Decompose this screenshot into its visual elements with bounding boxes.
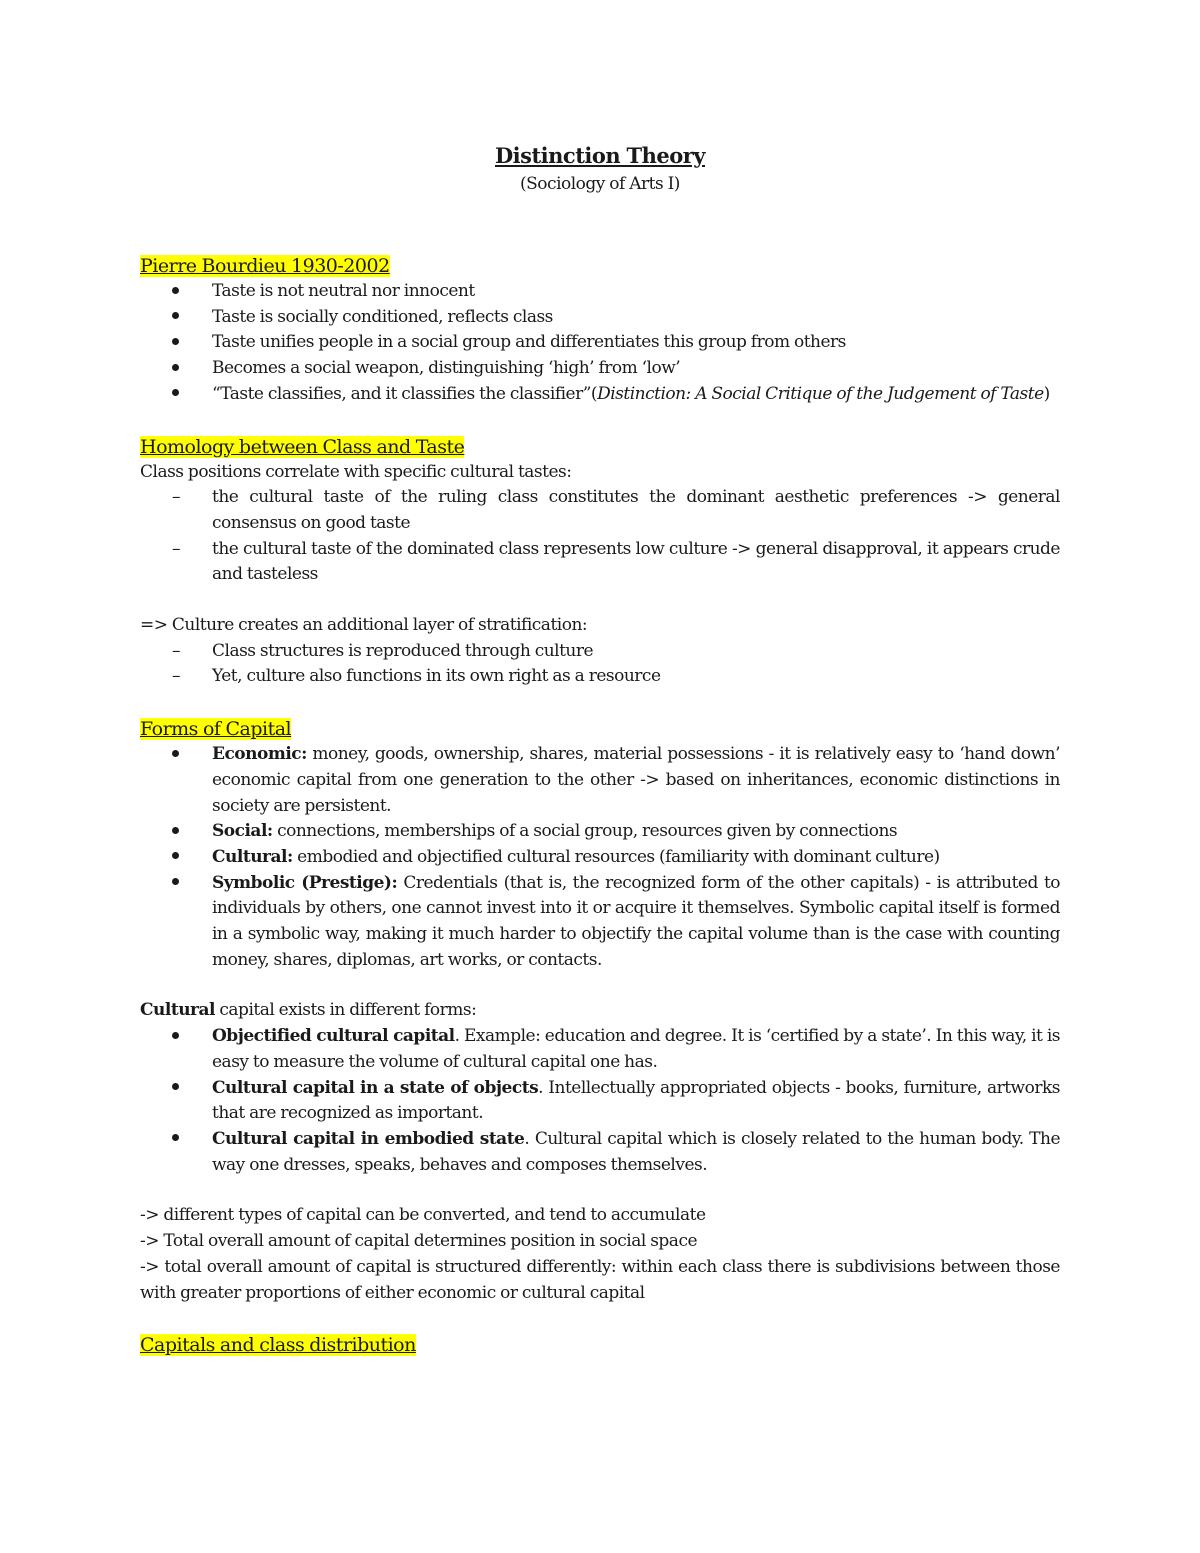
list-item: – Yet, culture also functions in its own right as a resource bbox=[140, 664, 1060, 690]
list-item: – the cultural taste of the dominated class represents low culture -> general disapproval, it appears crude and tasteless bbox=[172, 538, 1060, 585]
dash-icon: – bbox=[172, 487, 180, 508]
bullet-icon bbox=[172, 742, 192, 768]
list-item: Symbolic (Prestige): Credentials (that is, the recognized form of the other capitals) - is attributed to individuals by others, one cannot invest into it or acquire it themselves. Symbolic capital itself is formed in a symbolic way, making it much harder to objectify the capital volume than is the case with counting money, shares, diplomas, art works, or contacts. bbox=[140, 871, 1060, 974]
bullet-icon bbox=[172, 1024, 192, 1050]
heading-bourdieu: Pierre Bourdieu 1930-2002 bbox=[140, 255, 390, 277]
bullet-icon bbox=[172, 279, 192, 305]
document-body bbox=[140, 140, 1060, 1358]
list-item: Taste is socially conditioned, reflects class bbox=[140, 305, 1060, 331]
bullet-icon bbox=[172, 1127, 192, 1153]
capital-note: -> different types of capital can be converted, and tend to accumulate bbox=[140, 1205, 706, 1226]
bullet-icon bbox=[172, 1076, 192, 1102]
list-item: Cultural capital in a state of objects. Intellectually appropriated objects - books, furniture, artworks that are recognized as important. bbox=[140, 1076, 1060, 1127]
bullet-icon bbox=[172, 356, 192, 382]
quote-text: “Taste classifies, and it classifies the classifier”( bbox=[212, 383, 598, 404]
bullet-icon bbox=[172, 330, 192, 356]
list-item: Taste is not neutral nor innocent bbox=[140, 279, 1060, 305]
bullet-icon bbox=[172, 871, 192, 897]
heading-forms-of-capital: Forms of Capital bbox=[140, 718, 292, 741]
list-item: Taste unifies people in a social group and differentiates this group from others bbox=[140, 330, 1060, 356]
list-item: Social: connections, memberships of a social group, resources given by connections bbox=[140, 819, 1060, 845]
list-item: Objectified cultural capital. Example: education and degree. It is ‘certified by a state’. In this way, it is easy to measure the volume of cultural capital one has. bbox=[140, 1024, 1060, 1075]
cultural-capital-intro: Cultural capital exists in different forms: bbox=[140, 1000, 477, 1021]
title-block bbox=[140, 141, 1060, 197]
document-subtitle: (Sociology of Arts I) bbox=[520, 174, 680, 194]
list-item: Economic: money, goods, ownership, shares, material possessions - it is relatively easy to ‘hand down’ economic capital from one generation to the other -> based on inheritances, economic distinctions in society are persistent. bbox=[140, 742, 1060, 819]
capital-note: -> Total overall amount of capital determines position in social space bbox=[140, 1231, 698, 1252]
list-item: – Class structures is reproduced through culture bbox=[140, 639, 1060, 665]
list-item: Becomes a social weapon, distinguishing ‘high’ from ‘low’ bbox=[140, 356, 1060, 382]
list-item: – the cultural taste of the ruling class constitutes the dominant aesthetic preferences -> general consensus on good taste bbox=[172, 487, 1060, 533]
capital-bullet-list bbox=[140, 742, 1060, 973]
heading-class-distribution: Capitals and class distribution bbox=[140, 1334, 416, 1357]
dash-icon: – bbox=[172, 666, 180, 687]
bourdieu-bullet-list bbox=[140, 279, 1060, 408]
list-item: Cultural capital in embodied state. Cultural capital which is closely related to the human body. The way one dresses, speaks, behaves and composes themselves. bbox=[140, 1127, 1060, 1178]
list-item-quote: “Taste classifies, and it classifies the classifier”(Distinction: A Social Critique of the Judgement of Taste) bbox=[140, 382, 1060, 408]
quote-source: Distinction: A Social Critique of the Judgement of Taste bbox=[597, 383, 1044, 404]
cultural-forms-list bbox=[140, 1024, 1060, 1178]
capital-note: -> total overall amount of capital is structured differently: within each class there is subdivisions between those with greater proportions of either economic or cultural capital bbox=[140, 1256, 1060, 1303]
bullet-icon bbox=[172, 382, 192, 408]
bullet-icon bbox=[172, 305, 192, 331]
heading-homology: Homology between Class and Taste bbox=[140, 435, 465, 458]
list-item: Cultural: embodied and objectified cultural resources (familiarity with dominant culture) bbox=[140, 845, 1060, 871]
dash-icon: – bbox=[172, 640, 180, 661]
homology-intro: Class positions correlate with specific cultural tastes: bbox=[140, 461, 572, 482]
homology-dash-list bbox=[140, 485, 1060, 588]
bullet-icon bbox=[172, 845, 192, 871]
dash-icon: – bbox=[172, 538, 180, 559]
stratification-dash-list bbox=[140, 639, 1060, 690]
bullet-icon bbox=[172, 819, 192, 845]
stratification-intro: => Culture creates an additional layer of stratification: bbox=[140, 615, 588, 636]
document-title: Distinction Theory bbox=[494, 143, 706, 168]
